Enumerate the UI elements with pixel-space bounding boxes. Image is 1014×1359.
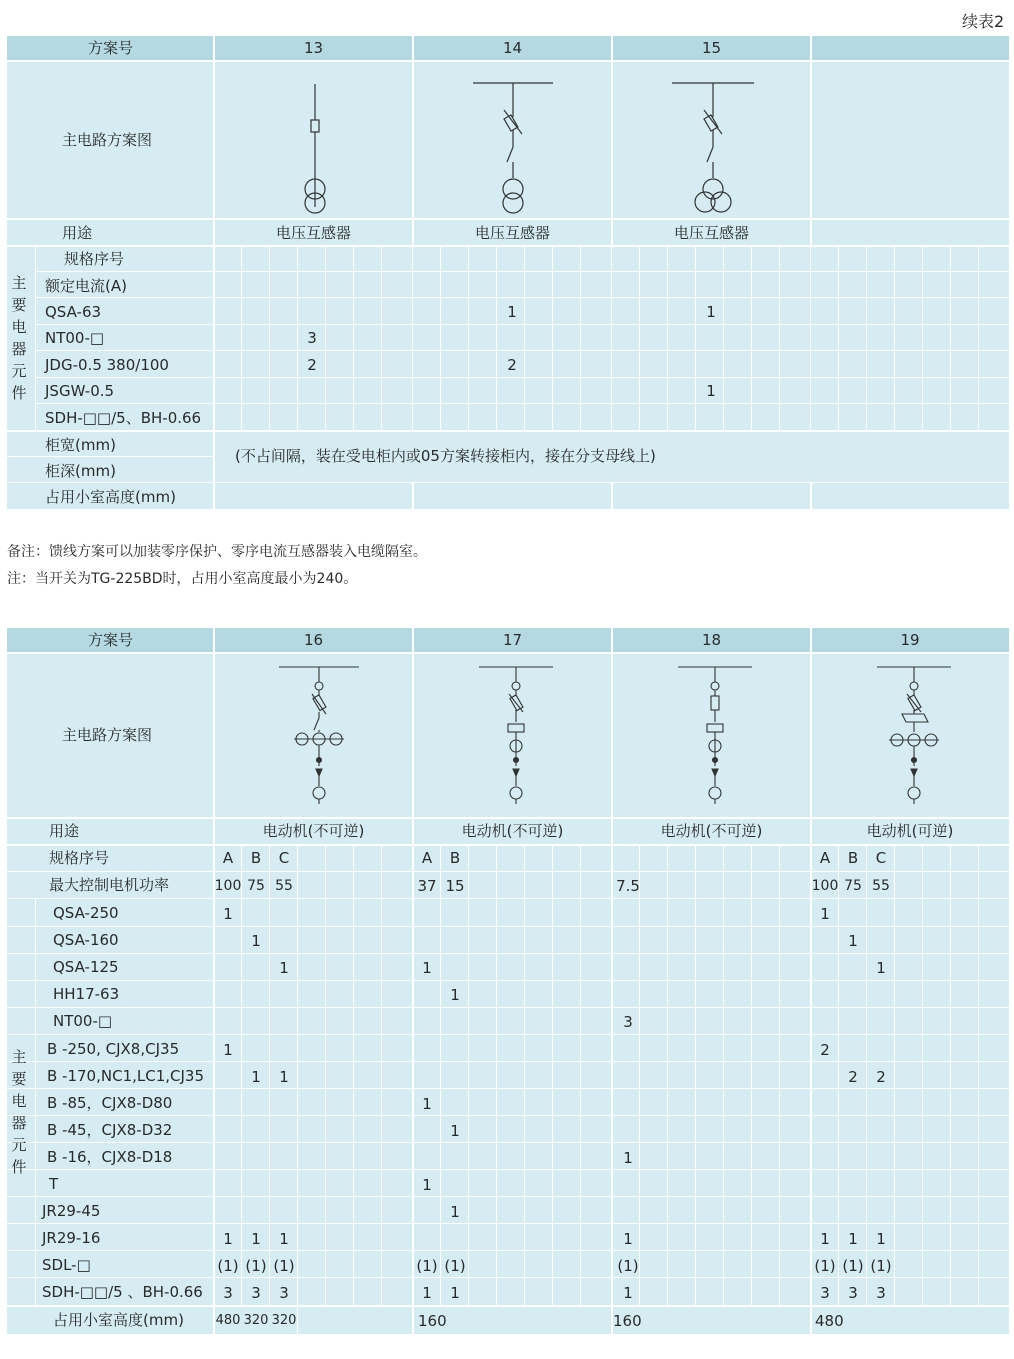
qty-cell: 2	[307, 356, 317, 374]
diagram-label: 主电路方案图	[62, 131, 153, 149]
qty-cell: 1	[876, 959, 886, 977]
scheme-header-label: 方案号	[87, 39, 133, 57]
spec-cell: A	[421, 849, 433, 867]
component-name: JSGW-0.5	[45, 382, 115, 400]
qty-cell: 2	[848, 1068, 858, 1086]
component-name: JR29-16	[42, 1229, 101, 1247]
qty-cell: 1	[223, 1041, 233, 1059]
cab-width-label: 柜宽(mm)	[45, 436, 116, 454]
spec-cell: A	[222, 849, 234, 867]
power-cell: 100	[811, 878, 839, 894]
usage-label: 用途	[62, 224, 93, 242]
component-name: JR29-45	[42, 1202, 101, 1220]
component-name: HH17-63	[53, 985, 120, 1003]
qty-cell: 2	[876, 1068, 886, 1086]
qty-cell: 2	[507, 356, 517, 374]
height-label: 占用小室高度(mm)	[45, 488, 176, 506]
qty-cell: (1)	[245, 1257, 267, 1275]
qty-cell: 1	[820, 1230, 830, 1248]
circuit-diagram-14	[473, 83, 553, 213]
power-cell: 100	[214, 878, 242, 894]
scheme-13: 13	[303, 39, 324, 57]
height-cell: 160	[613, 1312, 642, 1330]
qty-cell: 1	[251, 932, 261, 950]
height-cell: 480	[215, 1313, 241, 1328]
component-name: SDH-□□/5、BH-0.66	[45, 409, 202, 427]
qty-cell: 1	[623, 1284, 633, 1302]
power-cell: 7.5	[616, 877, 640, 895]
qty-cell: (1)	[217, 1257, 239, 1275]
component-name: B -16，CJX8-D18	[47, 1148, 173, 1166]
component-name: B -250, CJX8,CJ35	[47, 1040, 180, 1058]
spec-cell: C	[875, 849, 887, 867]
qty-cell: (1)	[814, 1257, 836, 1275]
table-2	[7, 628, 1009, 1334]
qty-cell: 1	[450, 1203, 460, 1221]
qty-cell: 1	[623, 1149, 633, 1167]
qty-cell: 1	[706, 382, 716, 400]
spec-label: 规格序号	[64, 250, 125, 268]
qty-cell: 3	[279, 1284, 289, 1302]
qty-cell: (1)	[842, 1257, 864, 1275]
power-cell: 75	[247, 878, 265, 894]
qty-cell: 1	[223, 905, 233, 923]
scheme-header-label: 方案号	[87, 631, 133, 649]
max-power-label: 最大控制电机功率	[49, 876, 170, 894]
component-name: QSA-250	[53, 904, 119, 922]
component-name: NT00-□	[45, 329, 105, 347]
qty-cell: 2	[820, 1041, 830, 1059]
qty-cell: (1)	[444, 1257, 466, 1275]
power-cell: 75	[844, 878, 862, 894]
qty-cell: (1)	[416, 1257, 438, 1275]
scheme-14: 14	[502, 39, 523, 57]
circuit-diagram-18	[678, 667, 752, 804]
power-cell: 15	[445, 877, 465, 895]
component-name: T	[49, 1175, 59, 1193]
scheme-17: 17	[502, 631, 523, 649]
qty-cell: (1)	[870, 1257, 892, 1275]
circuit-diagrams-16-19	[214, 654, 1009, 817]
cab-depth-label: 柜深(mm)	[45, 462, 116, 480]
circuit-diagram-17	[479, 667, 553, 804]
qty-cell: 3	[251, 1284, 261, 1302]
merged-note: (不占间隔，装在受电柜内或05方案转接柜内，接在分支母线上)	[235, 447, 656, 465]
qty-cell: 1	[279, 959, 289, 977]
component-name: JDG-0.5 380/100	[45, 356, 169, 374]
scheme-18: 18	[701, 631, 722, 649]
qty-cell: 3	[848, 1284, 858, 1302]
diagram-label: 主电路方案图	[62, 726, 153, 744]
scheme-19: 19	[900, 631, 920, 649]
component-name: QSA-160	[53, 931, 119, 949]
spec-cell: B	[847, 849, 859, 867]
component-name: B -85，CJX8-D80	[47, 1094, 173, 1112]
usage-label: 用途	[49, 822, 80, 840]
component-name: SDH-□□/5 、BH-0.66	[42, 1283, 203, 1301]
qty-cell: 1	[422, 959, 432, 977]
table-1	[7, 36, 1009, 509]
qty-cell: 1	[422, 1284, 432, 1302]
qty-cell: 1	[279, 1230, 289, 1248]
qty-cell: 1	[450, 1284, 460, 1302]
qty-cell: 3	[623, 1013, 633, 1031]
page-label: 续表2	[962, 12, 1005, 31]
qty-cell: 1	[450, 1122, 460, 1140]
qty-cell: 1	[450, 986, 460, 1004]
qty-cell: 1	[251, 1068, 261, 1086]
note-1: 备注：馈线方案可以加装零序保护、零序电流互感器装入电缆隔室。	[7, 544, 427, 560]
component-name: QSA-125	[53, 958, 119, 976]
qty-cell: 3	[876, 1284, 886, 1302]
power-cell: 55	[872, 878, 890, 894]
component-name: B -45，CJX8-D32	[47, 1121, 173, 1139]
spec-cell: B	[449, 849, 461, 867]
component-name: NT00-□	[53, 1012, 113, 1030]
usage-16: 电动机(不可逆)	[262, 822, 365, 840]
circuit-diagram-15	[672, 83, 754, 212]
component-group-label: 主要电器元件	[11, 274, 27, 402]
qty-cell: 1	[848, 1230, 858, 1248]
qty-cell: 3	[820, 1284, 830, 1302]
circuit-diagram-13	[305, 84, 325, 213]
note-2: 注：当开关为TG-225BD时，占用小室高度最小为240。	[7, 571, 358, 587]
qty-cell: 1	[848, 932, 858, 950]
height-label: 占用小室高度(mm)	[53, 1311, 184, 1329]
height-cell: 480	[815, 1312, 844, 1330]
qty-cell: (1)	[617, 1257, 639, 1275]
height-cell: 320	[271, 1313, 297, 1328]
rated-current-label: 额定电流(A)	[45, 277, 127, 295]
qty-cell: 3	[223, 1284, 233, 1302]
qty-cell: 1	[820, 905, 830, 923]
component-name: B -170,NC1,LC1,CJ35	[47, 1067, 205, 1085]
usage-13: 电压互感器	[275, 224, 351, 242]
component-group-label: 主要电器元件	[11, 1048, 27, 1176]
qty-cell: (1)	[273, 1257, 295, 1275]
qty-cell: 1	[223, 1230, 233, 1248]
spec-cell: A	[819, 849, 831, 867]
spec-cell: B	[250, 849, 262, 867]
qty-cell: 1	[279, 1068, 289, 1086]
usage-18: 电动机(不可逆)	[660, 822, 763, 840]
qty-cell: 1	[422, 1095, 432, 1113]
usage-14: 电压互感器	[474, 224, 550, 242]
component-name: SDL-□	[42, 1256, 91, 1274]
scheme-15: 15	[701, 39, 722, 57]
spec-cell: C	[278, 849, 290, 867]
circuit-diagram-16	[279, 667, 359, 804]
qty-cell: 1	[251, 1230, 261, 1248]
usage-17: 电动机(不可逆)	[461, 822, 564, 840]
circuit-diagrams-13-15	[214, 62, 811, 218]
usage-19: 电动机(可逆)	[866, 822, 954, 840]
qty-cell: 1	[507, 303, 517, 321]
qty-cell: 1	[422, 1176, 432, 1194]
power-cell: 37	[417, 877, 437, 895]
qty-cell: 1	[876, 1230, 886, 1248]
usage-15: 电压互感器	[673, 224, 749, 242]
qty-cell: 1	[706, 303, 716, 321]
height-cell: 320	[243, 1313, 269, 1328]
component-name: QSA-63	[45, 303, 102, 321]
height-cell: 160	[418, 1312, 447, 1330]
spec-label: 规格序号	[49, 849, 110, 867]
circuit-diagram-19	[877, 667, 951, 804]
qty-cell: 1	[623, 1230, 633, 1248]
scheme-16: 16	[303, 631, 324, 649]
power-cell: 55	[275, 878, 293, 894]
qty-cell: 3	[307, 329, 317, 347]
